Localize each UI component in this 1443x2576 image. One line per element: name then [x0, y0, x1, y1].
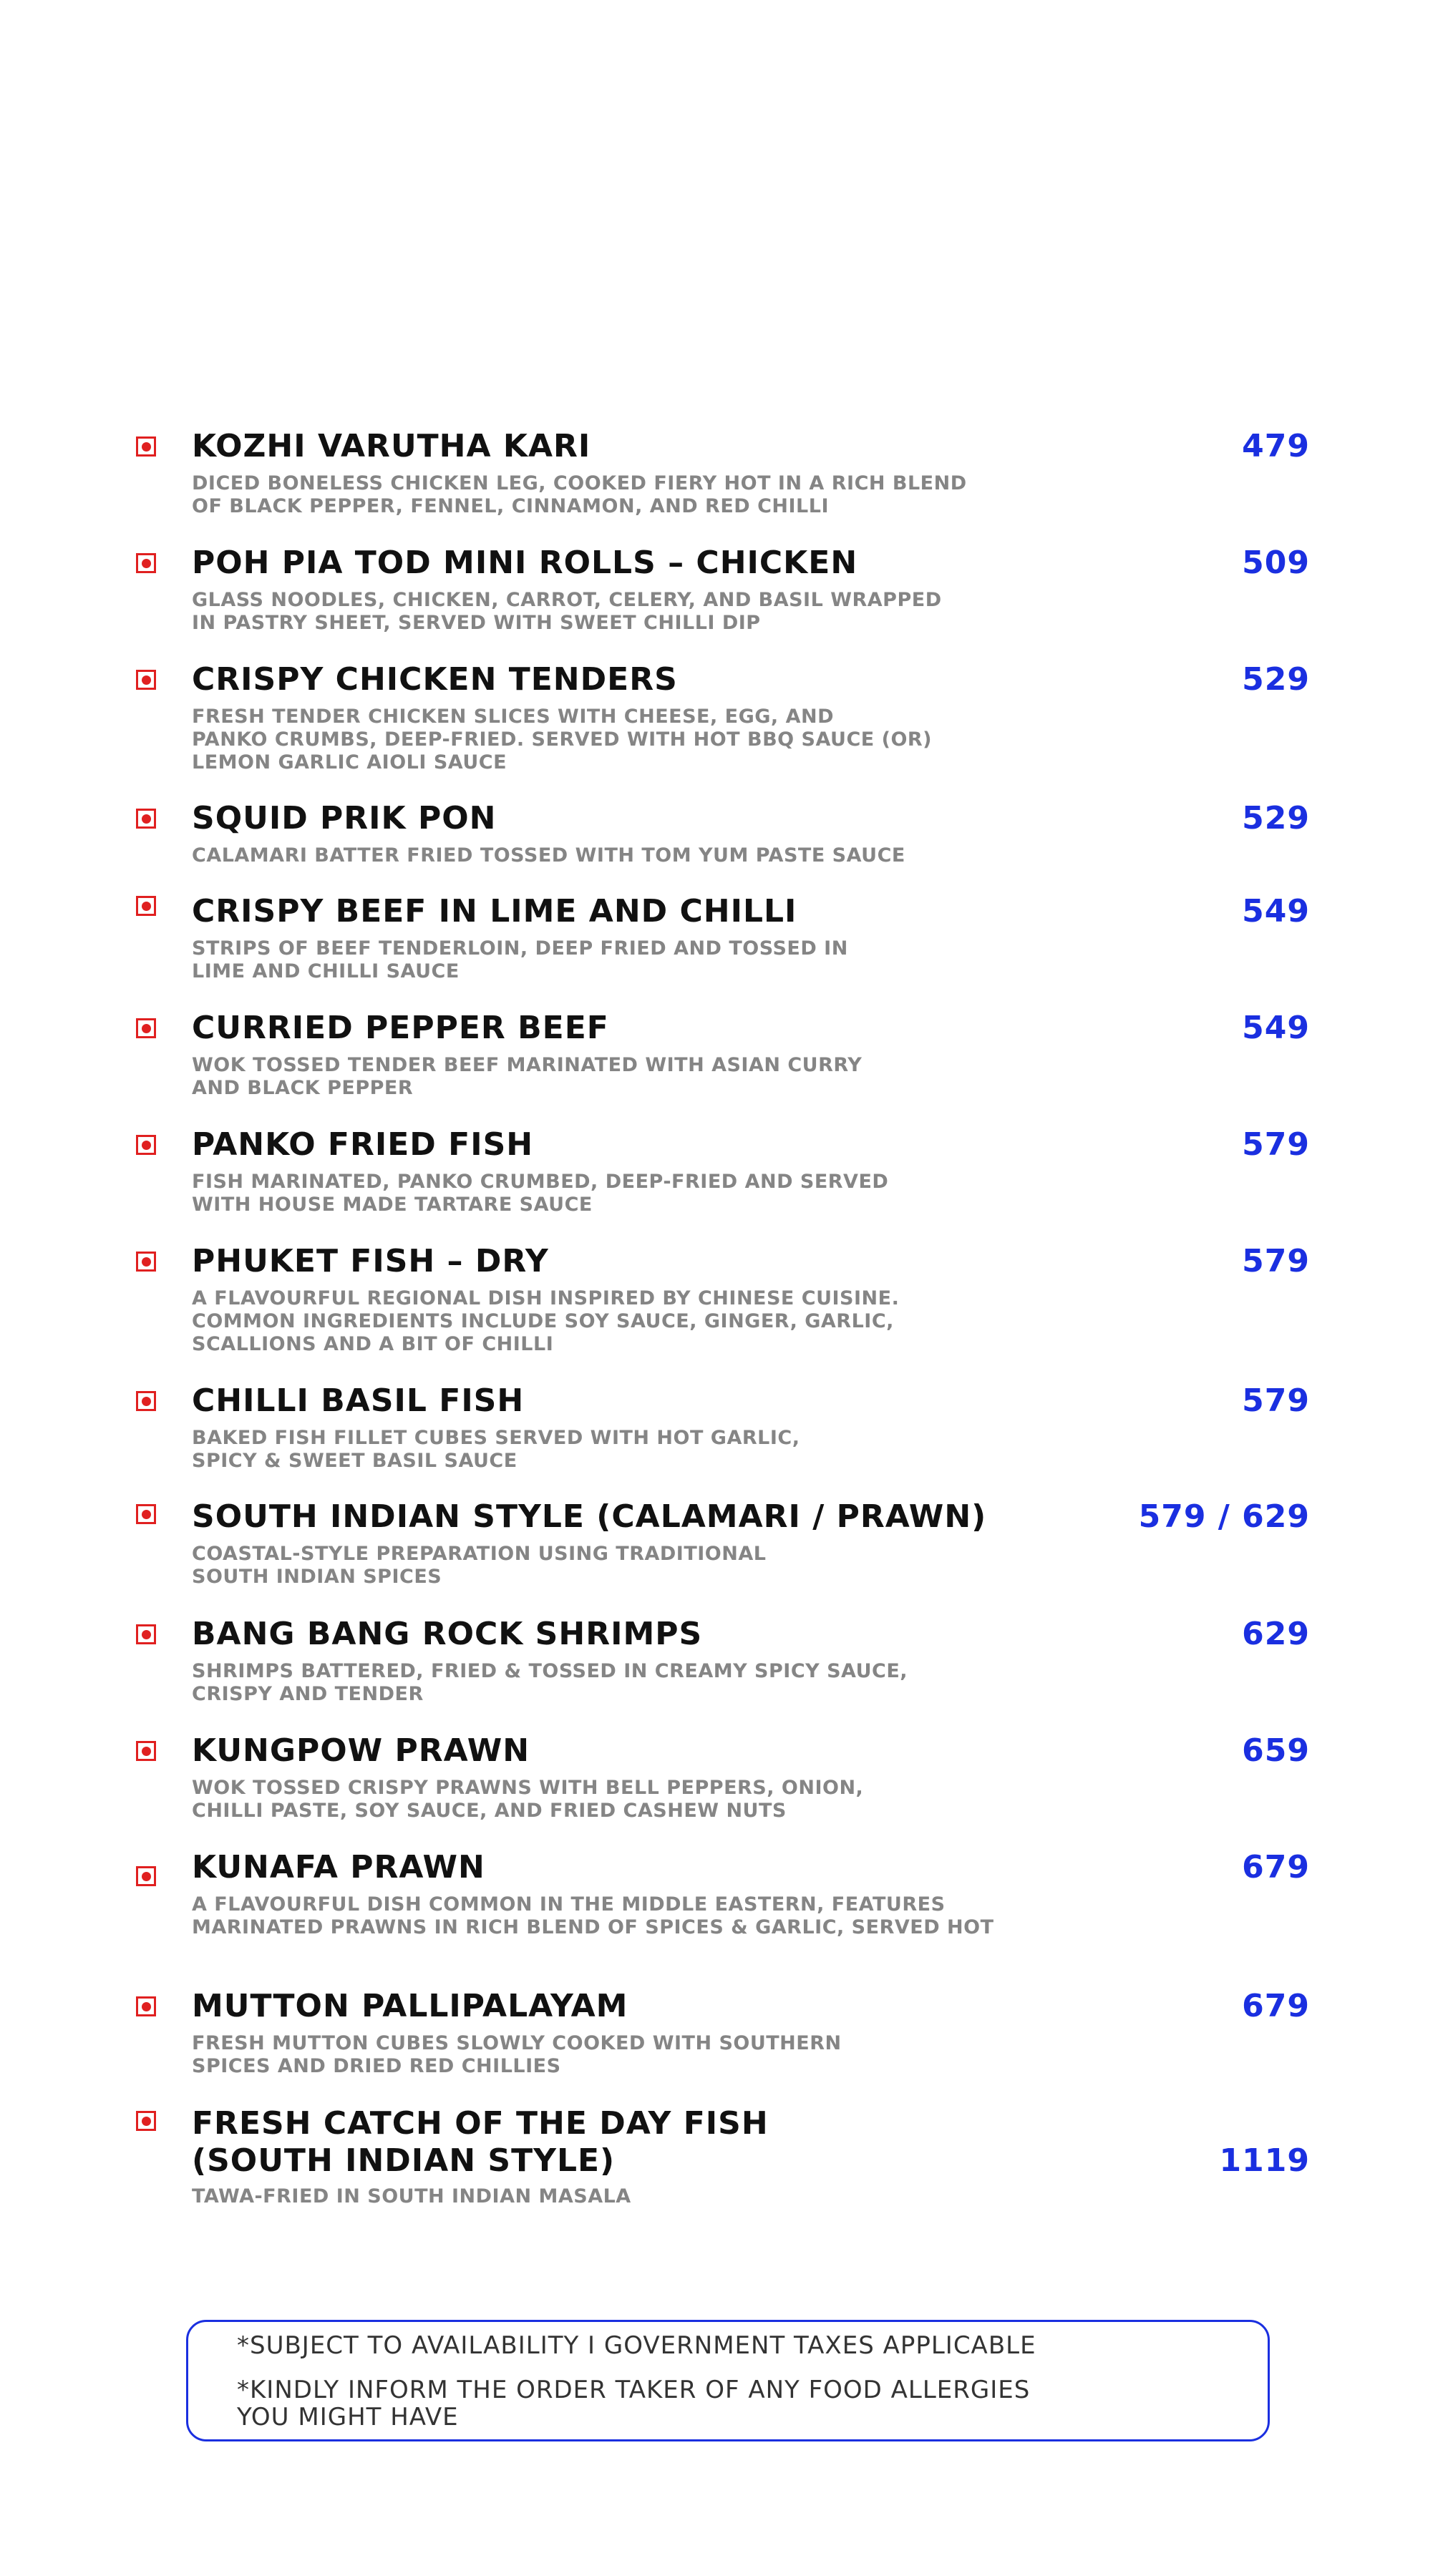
dish-price: 579 / 629 [1138, 1498, 1310, 1535]
dish-price: 529 [1242, 661, 1310, 698]
dish-price: 509 [1242, 545, 1310, 581]
dish-name: KOZHI VARUTHA KARI [192, 428, 591, 464]
non-veg-marker-icon [136, 553, 156, 573]
dish-description: FRESH MUTTON CUBES SLOWLY COOKED WITH SOUTHERN SPICES AND DRIED RED CHILLIES [192, 2032, 842, 2077]
dish-name: CRISPY BEEF IN LIME AND CHILLI [192, 893, 797, 930]
dish-description: GLASS NOODLES, CHICKEN, CARROT, CELERY, AND BASIL WRAPPED IN PASTRY SHEET, SERVED WITH SWEET CHILLI DIP [192, 589, 942, 634]
dish-description: BAKED FISH FILLET CUBES SERVED WITH HOT GARLIC, SPICY & SWEET BASIL SAUCE [192, 1427, 800, 1472]
dish-description: A FLAVOURFUL DISH COMMON IN THE MIDDLE EASTERN, FEATURES MARINATED PRAWNS IN RICH BLEND OF SPICES & GARLIC, SERVED HOT [192, 1893, 994, 1938]
dish-description: FISH MARINATED, PANKO CRUMBED, DEEP-FRIED AND SERVED WITH HOUSE MADE TARTARE SAUCE [192, 1171, 889, 1216]
non-veg-marker-icon [136, 2111, 156, 2131]
dish-price: 579 [1242, 1382, 1310, 1419]
dish-name: KUNGPOW PRAWN [192, 1732, 530, 1769]
dish-name: FRESH CATCH OF THE DAY FISH (SOUTH INDIAN STYLE) [192, 2105, 769, 2179]
dish-description: CALAMARI BATTER FRIED TOSSED WITH TOM YUM PASTE SAUCE [192, 844, 905, 867]
non-veg-marker-icon [136, 1135, 156, 1155]
non-veg-marker-icon [136, 896, 156, 916]
non-veg-marker-icon [136, 670, 156, 690]
availability-note: *SUBJECT TO AVAILABILITY I GOVERNMENT TAXES APPLICABLE [237, 2331, 1036, 2360]
non-veg-marker-icon [136, 1252, 156, 1272]
dish-price: 549 [1242, 893, 1310, 930]
dish-description: WOK TOSSED CRISPY PRAWNS WITH BELL PEPPERS, ONION, CHILLI PASTE, SOY SAUCE, AND FRIED CASHEW NUTS [192, 1777, 864, 1822]
non-veg-marker-icon [136, 809, 156, 829]
non-veg-marker-icon [136, 1866, 156, 1886]
non-veg-marker-icon [136, 1504, 156, 1524]
non-veg-marker-icon [136, 1391, 156, 1411]
dish-name: CURRIED PEPPER BEEF [192, 1010, 609, 1046]
dish-description: COASTAL-STYLE PREPARATION USING TRADITIONAL SOUTH INDIAN SPICES [192, 1543, 767, 1588]
dish-name: SOUTH INDIAN STYLE (CALAMARI / PRAWN) [192, 1498, 987, 1535]
non-veg-marker-icon [136, 436, 156, 457]
dish-price: 579 [1242, 1243, 1310, 1279]
dish-description: TAWA-FRIED IN SOUTH INDIAN MASALA [192, 2185, 631, 2207]
dish-description: SHRIMPS BATTERED, FRIED & TOSSED IN CREAMY SPICY SAUCE, CRISPY AND TENDER [192, 1660, 908, 1705]
dish-name: PANKO FRIED FISH [192, 1126, 534, 1163]
dish-price: 679 [1242, 1988, 1310, 2024]
dish-name: SQUID PRIK PON [192, 800, 497, 836]
non-veg-marker-icon [136, 1996, 156, 2016]
dish-description: A FLAVOURFUL REGIONAL DISH INSPIRED BY CHINESE CUISINE. COMMON INGREDIENTS INCLUDE SOY SAUCE, GINGER, GARLIC, SCALLIONS AND A BIT OF CHILLI [192, 1287, 900, 1355]
non-veg-marker-icon [136, 1624, 156, 1644]
dish-price: 529 [1242, 800, 1310, 836]
dish-name: CHILLI BASIL FISH [192, 1382, 525, 1419]
dish-name: CRISPY CHICKEN TENDERS [192, 661, 678, 698]
dish-name: POH PIA TOD MINI ROLLS – CHICKEN [192, 545, 858, 581]
dish-description: WOK TOSSED TENDER BEEF MARINATED WITH ASIAN CURRY AND BLACK PEPPER [192, 1054, 863, 1099]
dish-price: 1119 [1219, 2142, 1310, 2179]
dish-price: 579 [1242, 1126, 1310, 1163]
dish-description: FRESH TENDER CHICKEN SLICES WITH CHEESE, EGG, AND PANKO CRUMBS, DEEP-FRIED. SERVED WITH HOT BBQ SAUCE (OR) LEMON GARLIC AIOLI SAUCE [192, 706, 933, 774]
dish-price: 659 [1242, 1732, 1310, 1769]
dish-price: 479 [1242, 428, 1310, 464]
dish-name: PHUKET FISH – DRY [192, 1243, 549, 1279]
dish-price: 679 [1242, 1849, 1310, 1885]
notes-box [186, 2320, 1270, 2441]
dish-description: DICED BONELESS CHICKEN LEG, COOKED FIERY HOT IN A RICH BLEND OF BLACK PEPPER, FENNEL, CINNAMON, AND RED CHILLI [192, 472, 967, 517]
dish-description: STRIPS OF BEEF TENDERLOIN, DEEP FRIED AND TOSSED IN LIME AND CHILLI SAUCE [192, 937, 848, 982]
dish-name: MUTTON PALLIPALAYAM [192, 1988, 628, 2024]
non-veg-marker-icon [136, 1741, 156, 1761]
allergy-note: *KINDLY INFORM THE ORDER TAKER OF ANY FOOD ALLERGIES YOU MIGHT HAVE [237, 2376, 1031, 2431]
dish-name: BANG BANG ROCK SHRIMPS [192, 1616, 703, 1652]
dish-price: 629 [1242, 1616, 1310, 1652]
dish-price: 549 [1242, 1010, 1310, 1046]
dish-name: KUNAFA PRAWN [192, 1849, 485, 1885]
non-veg-marker-icon [136, 1018, 156, 1038]
